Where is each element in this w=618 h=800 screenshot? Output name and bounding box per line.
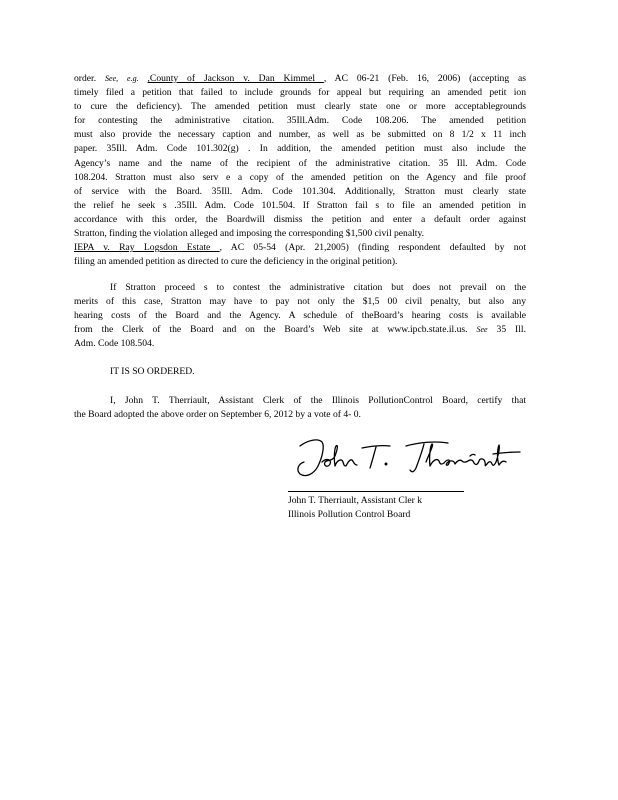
handwritten-signature [288,432,528,488]
paragraph-line: If Stratton proceed s to contest the administrative citation but does not prevail on the [110,282,526,293]
case-name: ,County of Jackson v. Dan Kimmel [147,73,324,84]
paragraph-line: timely filed a petition that failed to include grounds for appeal but requiring an amended petit ion [74,87,526,99]
paragraph-line: paper. 35Ill. Adm. Code 101.302(g) . In addition, the amended petition must also include the [74,143,526,155]
paragraph-line: Adm. Code 108.504. [74,338,155,350]
paragraph-line: must also provide the necessary caption and number, as well as be submitted on 8 1/2 x 11 inch [74,129,526,141]
paragraph-line: 108.204. Stratton must also serv e a copy of the amended petition on the Agency and file proof [74,171,526,183]
citation-signal: See [476,325,488,335]
ordered-statement [74,365,526,379]
amended-petition-paragraph [74,72,526,269]
paragraph-line: Stratton, finding the violation alleged and imposing the corresponding $1,500 civil penalty. [74,228,425,240]
paragraph-line: filing an amended petition as directed to cure the deficiency in the original petition). [74,256,398,268]
citation-signal: See, [105,74,119,83]
paragraph-line: accordance with this order, the Boardwill dismiss the petition and enter a default order against [74,213,526,225]
paragraph-line: of service with the Board. 35Ill. Adm. Code 101.304. Additionally, Stratton must clearly state [74,185,526,197]
case-name: IEPA v. Ray Logsdon Estate [74,242,220,254]
paragraph-line: order. See, e.g. ,County of Jackson v. Dan Kimmel , AC 06-21 (Feb. 16, 2006) (accepting as [74,73,527,84]
citation-signal: e.g. [127,74,139,83]
paragraph-line: hearing costs of the Board and the Agency. A schedule of theBoard’s hearing costs is available [74,310,526,322]
paragraph-line: Agency’s name and the name of the recipient of the administrative citation. 35 Ill. Adm. Code [74,157,526,169]
paragraph-line: merits of this case, Stratton may have to pay not only the $1,5 00 civil penalty, but also any [74,296,526,308]
signature-line [288,491,464,492]
paragraph-line: from the Clerk of the Board and on the Board’s Web site at www.ipcb.state.il.us. See 35 Ill. [74,324,526,336]
paragraph-line: the Board adopted the above order on September 6, 2012 by a vote of 4- 0. [74,409,361,421]
ordered-line: IT IS SO ORDERED. [110,366,195,377]
signatory-title: Illinois Pollution Control Board [288,509,411,520]
hearing-costs-paragraph [74,281,526,351]
certification-paragraph [74,394,526,422]
paragraph-line: for contesting the administrative citation. 35Ill.Adm. Code 108.206. The amended petition [74,115,526,127]
paragraph-line: to cure the deficiency). The amended petition must clearly state one or more acceptablegrounds [74,101,526,113]
paragraph-line: IEPA v. Ray Logsdon Estate , AC 05-54 (Apr. 21,2005) (finding respondent defaulted by not [74,242,526,254]
paragraph-line: the relief he seek s .35Ill. Adm. Code 101.504. If Stratton fail s to file an amended petition in [74,199,526,211]
signatory-name: John T. Therriault, Assistant Cler k [288,495,423,506]
paragraph-line: I, John T. Therriault, Assistant Clerk of the Illinois PollutionControl Board, certify that [110,395,526,406]
